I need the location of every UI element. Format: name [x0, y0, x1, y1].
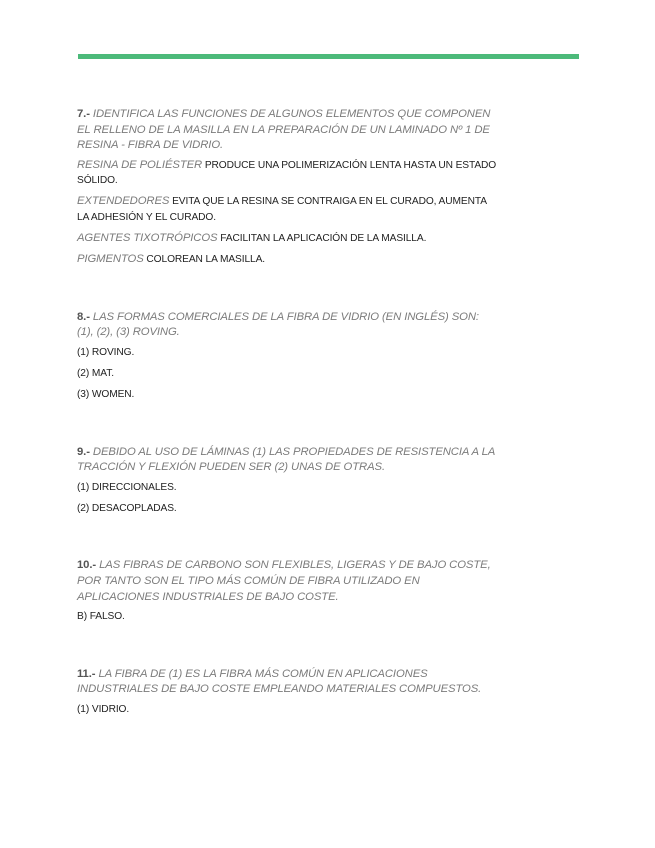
question-7-text: 7.- IDENTIFICA LAS FUNCIONES DE ALGUNOS ELEMENTOS QUE COMPONEN EL RELLENO DE LA MASILLA EN LA PREPARACIÓN DE UN LAMINADO Nº 1 DE RESINA - FIBRA DE VIDRIO.: [77, 108, 491, 152]
answer-term: AGENTES TIXOTRÓPICOS: [77, 231, 218, 244]
question-10-text: 10.- LAS FIBRAS DE CARBONO SON FLEXIBLES, LIGERAS Y DE BAJO COSTE, POR TANTO SON EL TIPO MÁS COMÚN DE FIBRA UTILIZADO EN APLICACIONES INDUSTRIALES DE BAJO COSTE.: [77, 559, 491, 603]
answer-term: RESINA DE POLIÉSTER: [77, 158, 203, 171]
document-body: [77, 107, 497, 723]
question-9: [77, 445, 497, 517]
top-divider: [78, 54, 579, 59]
answer-line: AGENTES TIXOTRÓPICOS FACILITAN LA APLICACIÓN DE LA MASILLA.: [77, 231, 427, 244]
answer-line: (3) WOMEN.: [77, 389, 135, 401]
answer-line: EXTENDEDORES EVITA QUE LA RESINA SE CONTRAIGA EN EL CURADO, AUMENTA LA ADHESIÓN Y EL CURADO.: [77, 195, 487, 223]
question-9-text: 9.- DEBIDO AL USO DE LÁMINAS (1) LAS PROPIEDADES DE RESISTENCIA A LA TRACCIÓN Y FLEXIÓN PUEDEN SER (2) UNAS DE OTRAS.: [77, 445, 495, 474]
answer-line: (1) DIRECCIONALES.: [77, 481, 177, 493]
question-10: [77, 558, 497, 624]
question-number: 8.-: [77, 310, 90, 323]
answer-line: (1) VIDRIO.: [77, 703, 130, 715]
question-number: 7.-: [77, 108, 90, 120]
question-number: 10.-: [77, 559, 97, 572]
question-7: [77, 107, 497, 268]
question-8-text: 8.- LAS FORMAS COMERCIALES DE LA FIBRA DE VIDRIO (EN INGLÉS) SON: (1), (2), (3) ROVING.: [77, 310, 479, 339]
answer-line: B) FALSO.: [77, 611, 125, 623]
question-number: 9.-: [77, 445, 90, 458]
answer-term: PIGMENTOS: [77, 253, 144, 266]
question-11-text: 11.- LA FIBRA DE (1) ES LA FIBRA MÁS COMÚN EN APLICACIONES INDUSTRIALES DE BAJO COSTE EMPLEANDO MATERIALES COMPUESTOS.: [77, 667, 482, 696]
answer-line: PIGMENTOS COLOREAN LA MASILLA.: [77, 253, 266, 266]
question-8: [77, 310, 497, 403]
answer-line: (2) DESACOPLADAS.: [77, 503, 177, 515]
question-11: [77, 667, 497, 717]
answer-line: RESINA DE POLIÉSTER PRODUCE UNA POLIMERIZACIÓN LENTA HASTA UN ESTADO SÓLIDO.: [77, 158, 497, 187]
answer-line: (1) ROVING.: [77, 346, 135, 358]
answer-term: EXTENDEDORES: [77, 195, 170, 208]
answer-line: (2) MAT.: [77, 368, 114, 380]
question-number: 11.-: [77, 667, 96, 680]
